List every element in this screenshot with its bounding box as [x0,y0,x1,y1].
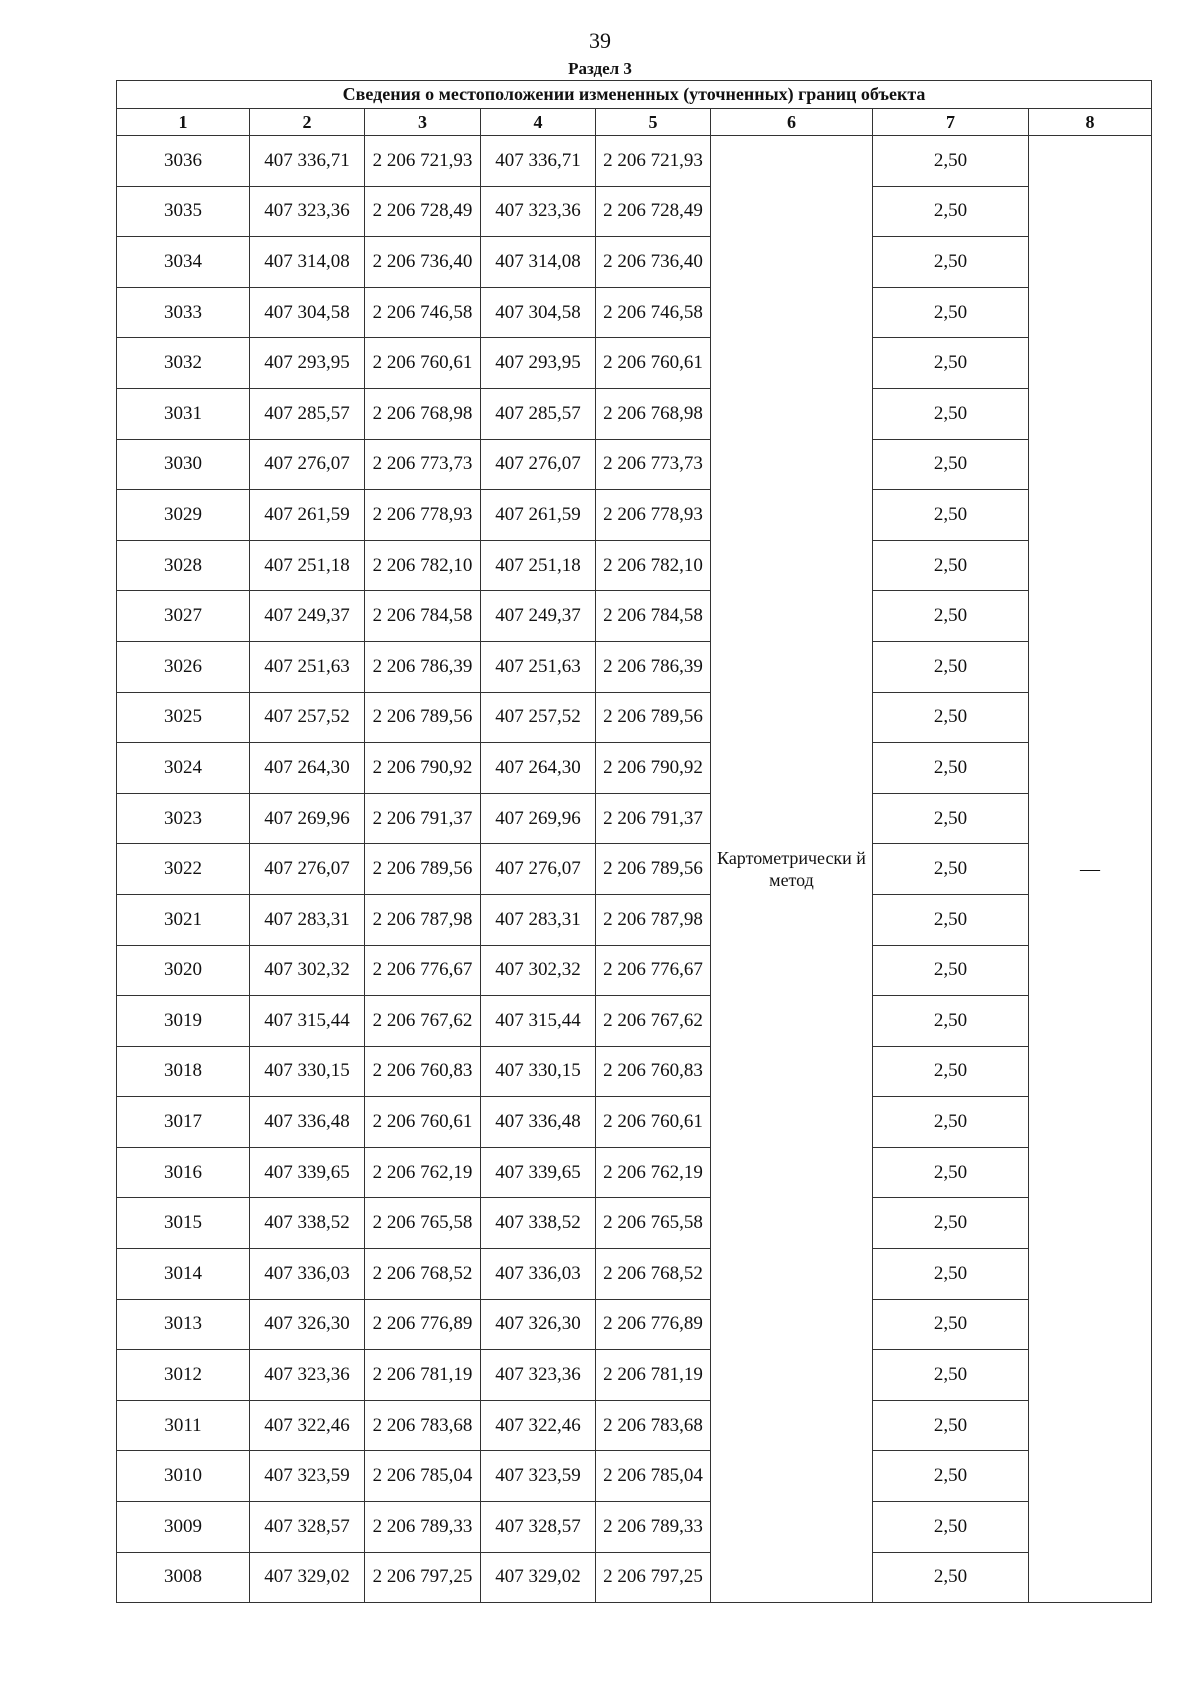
y-coord-cell: 2 206 786,39 [365,641,481,692]
x-coord-cell: 407 285,57 [250,388,365,439]
accuracy-cell: 2,50 [873,793,1029,844]
y-coord-cell: 2 206 791,37 [365,793,481,844]
table-row [117,540,1152,591]
x-coord-new-cell: 407 293,95 [481,338,596,389]
x-coord-cell: 407 276,07 [250,844,365,895]
x-coord-new-cell: 407 285,57 [481,388,596,439]
table-row [117,1046,1152,1097]
table-row [117,1299,1152,1350]
section-title: Раздел 3 [568,59,632,78]
table-row [117,1198,1152,1249]
point-number-cell: 3031 [117,388,250,439]
point-number-cell: 3019 [117,996,250,1047]
x-coord-new-cell: 407 304,58 [481,287,596,338]
x-coord-cell: 407 323,36 [250,186,365,237]
x-coord-new-cell: 407 261,59 [481,490,596,541]
table-row [117,793,1152,844]
point-number-cell: 3016 [117,1147,250,1198]
point-number-cell: 3018 [117,1046,250,1097]
y-coord-new-cell: 2 206 760,83 [596,1046,711,1097]
x-coord-new-cell: 407 257,52 [481,692,596,743]
y-coord-new-cell: 2 206 768,52 [596,1249,711,1300]
table-caption: Сведения о местоположении измененных (уточненных) границ объекта [117,81,1152,109]
column-number-row [117,109,1152,136]
table-row [117,439,1152,490]
accuracy-cell: 2,50 [873,1350,1029,1401]
x-coord-cell: 407 314,08 [250,237,365,288]
y-coord-cell: 2 206 789,33 [365,1502,481,1553]
y-coord-new-cell: 2 206 778,93 [596,490,711,541]
x-coord-cell: 407 326,30 [250,1299,365,1350]
point-number-cell: 3012 [117,1350,250,1401]
y-coord-cell: 2 206 762,19 [365,1147,481,1198]
table-row [117,1350,1152,1401]
accuracy-cell: 2,50 [873,490,1029,541]
point-number-cell: 3023 [117,793,250,844]
accuracy-cell: 2,50 [873,388,1029,439]
accuracy-cell: 2,50 [873,743,1029,794]
y-coord-cell: 2 206 784,58 [365,591,481,642]
y-coord-new-cell: 2 206 790,92 [596,743,711,794]
y-coord-cell: 2 206 767,62 [365,996,481,1047]
x-coord-cell: 407 339,65 [250,1147,365,1198]
x-coord-new-cell: 407 322,46 [481,1400,596,1451]
x-coord-cell: 407 329,02 [250,1552,365,1603]
x-coord-new-cell: 407 251,18 [481,540,596,591]
y-coord-cell: 2 206 760,83 [365,1046,481,1097]
x-coord-cell: 407 336,03 [250,1249,365,1300]
y-coord-cell: 2 206 728,49 [365,186,481,237]
accuracy-cell: 2,50 [873,945,1029,996]
x-coord-cell: 407 264,30 [250,743,365,794]
accuracy-cell: 2,50 [873,186,1029,237]
table-body [117,136,1152,1603]
y-coord-new-cell: 2 206 783,68 [596,1400,711,1451]
accuracy-cell: 2,50 [873,1097,1029,1148]
table-row [117,1147,1152,1198]
point-number-cell: 3021 [117,894,250,945]
point-number-cell: 3011 [117,1400,250,1451]
point-number-cell: 3014 [117,1249,250,1300]
x-coord-cell: 407 315,44 [250,996,365,1047]
table-row [117,692,1152,743]
accuracy-cell: 2,50 [873,844,1029,895]
point-number-cell: 3008 [117,1552,250,1603]
y-coord-new-cell: 2 206 773,73 [596,439,711,490]
table-row [117,237,1152,288]
x-coord-new-cell: 407 315,44 [481,996,596,1047]
y-coord-cell: 2 206 776,89 [365,1299,481,1350]
y-coord-new-cell: 2 206 789,33 [596,1502,711,1553]
table-row [117,1552,1152,1603]
x-coord-new-cell: 407 283,31 [481,894,596,945]
table-row [117,490,1152,541]
x-coord-new-cell: 407 314,08 [481,237,596,288]
note-cell: — [1029,136,1152,1603]
x-coord-new-cell: 407 338,52 [481,1198,596,1249]
accuracy-cell: 2,50 [873,338,1029,389]
y-coord-cell: 2 206 781,19 [365,1350,481,1401]
x-coord-cell: 407 261,59 [250,490,365,541]
y-coord-new-cell: 2 206 762,19 [596,1147,711,1198]
accuracy-cell: 2,50 [873,1400,1029,1451]
y-coord-new-cell: 2 206 787,98 [596,894,711,945]
column-number-6: 6 [711,109,873,136]
x-coord-cell: 407 293,95 [250,338,365,389]
y-coord-new-cell: 2 206 781,19 [596,1350,711,1401]
y-coord-cell: 2 206 789,56 [365,692,481,743]
x-coord-new-cell: 407 323,36 [481,186,596,237]
y-coord-new-cell: 2 206 784,58 [596,591,711,642]
table-row [117,287,1152,338]
x-coord-new-cell: 407 328,57 [481,1502,596,1553]
coordinates-table [116,80,1152,1603]
point-number-cell: 3028 [117,540,250,591]
table-row [117,338,1152,389]
x-coord-new-cell: 407 336,03 [481,1249,596,1300]
y-coord-new-cell: 2 206 791,37 [596,793,711,844]
x-coord-new-cell: 407 276,07 [481,844,596,895]
x-coord-cell: 407 251,18 [250,540,365,591]
table-row [117,894,1152,945]
table-caption-row [117,81,1152,109]
accuracy-cell: 2,50 [873,1249,1029,1300]
x-coord-cell: 407 276,07 [250,439,365,490]
x-coord-cell: 407 322,46 [250,1400,365,1451]
x-coord-new-cell: 407 323,36 [481,1350,596,1401]
x-coord-cell: 407 336,48 [250,1097,365,1148]
y-coord-cell: 2 206 782,10 [365,540,481,591]
x-coord-cell: 407 328,57 [250,1502,365,1553]
point-number-cell: 3022 [117,844,250,895]
accuracy-cell: 2,50 [873,692,1029,743]
table-row [117,996,1152,1047]
column-number-2: 2 [250,109,365,136]
y-coord-new-cell: 2 206 736,40 [596,237,711,288]
y-coord-new-cell: 2 206 728,49 [596,186,711,237]
accuracy-cell: 2,50 [873,894,1029,945]
column-number-4: 4 [481,109,596,136]
accuracy-cell: 2,50 [873,136,1029,187]
table-row [117,136,1152,187]
x-coord-new-cell: 407 269,96 [481,793,596,844]
x-coord-cell: 407 336,71 [250,136,365,187]
column-number-3: 3 [365,109,481,136]
point-number-cell: 3026 [117,641,250,692]
point-number-cell: 3035 [117,186,250,237]
table-row [117,388,1152,439]
point-number-cell: 3017 [117,1097,250,1148]
y-coord-cell: 2 206 783,68 [365,1400,481,1451]
table-row [117,1502,1152,1553]
x-coord-new-cell: 407 276,07 [481,439,596,490]
accuracy-cell: 2,50 [873,641,1029,692]
table-row [117,591,1152,642]
point-number-cell: 3033 [117,287,250,338]
y-coord-cell: 2 206 778,93 [365,490,481,541]
y-coord-new-cell: 2 206 785,04 [596,1451,711,1502]
y-coord-new-cell: 2 206 767,62 [596,996,711,1047]
column-number-1: 1 [117,109,250,136]
x-coord-cell: 407 304,58 [250,287,365,338]
x-coord-cell: 407 330,15 [250,1046,365,1097]
y-coord-new-cell: 2 206 789,56 [596,692,711,743]
x-coord-cell: 407 257,52 [250,692,365,743]
x-coord-cell: 407 249,37 [250,591,365,642]
table-row [117,1097,1152,1148]
y-coord-cell: 2 206 789,56 [365,844,481,895]
accuracy-cell: 2,50 [873,1046,1029,1097]
y-coord-new-cell: 2 206 786,39 [596,641,711,692]
point-number-cell: 3027 [117,591,250,642]
table-row [117,186,1152,237]
point-number-cell: 3034 [117,237,250,288]
y-coord-cell: 2 206 760,61 [365,338,481,389]
accuracy-cell: 2,50 [873,591,1029,642]
point-number-cell: 3020 [117,945,250,996]
point-number-cell: 3015 [117,1198,250,1249]
accuracy-cell: 2,50 [873,1502,1029,1553]
y-coord-new-cell: 2 206 789,56 [596,844,711,895]
accuracy-cell: 2,50 [873,996,1029,1047]
y-coord-new-cell: 2 206 721,93 [596,136,711,187]
x-coord-cell: 407 323,59 [250,1451,365,1502]
point-number-cell: 3009 [117,1502,250,1553]
y-coord-new-cell: 2 206 760,61 [596,338,711,389]
x-coord-new-cell: 407 249,37 [481,591,596,642]
accuracy-cell: 2,50 [873,439,1029,490]
y-coord-new-cell: 2 206 776,89 [596,1299,711,1350]
accuracy-cell: 2,50 [873,287,1029,338]
accuracy-cell: 2,50 [873,1299,1029,1350]
y-coord-cell: 2 206 787,98 [365,894,481,945]
x-coord-new-cell: 407 336,48 [481,1097,596,1148]
y-coord-new-cell: 2 206 776,67 [596,945,711,996]
x-coord-new-cell: 407 251,63 [481,641,596,692]
table-row [117,641,1152,692]
point-number-cell: 3036 [117,136,250,187]
table-row [117,844,1152,895]
column-number-7: 7 [873,109,1029,136]
table-row [117,1400,1152,1451]
accuracy-cell: 2,50 [873,1147,1029,1198]
point-number-cell: 3029 [117,490,250,541]
accuracy-cell: 2,50 [873,1198,1029,1249]
x-coord-new-cell: 407 264,30 [481,743,596,794]
accuracy-cell: 2,50 [873,540,1029,591]
x-coord-new-cell: 407 330,15 [481,1046,596,1097]
y-coord-cell: 2 206 776,67 [365,945,481,996]
x-coord-cell: 407 269,96 [250,793,365,844]
x-coord-new-cell: 407 339,65 [481,1147,596,1198]
accuracy-cell: 2,50 [873,1451,1029,1502]
y-coord-cell: 2 206 736,40 [365,237,481,288]
x-coord-new-cell: 407 302,32 [481,945,596,996]
x-coord-cell: 407 283,31 [250,894,365,945]
y-coord-new-cell: 2 206 765,58 [596,1198,711,1249]
y-coord-cell: 2 206 797,25 [365,1552,481,1603]
x-coord-new-cell: 407 326,30 [481,1299,596,1350]
y-coord-cell: 2 206 768,52 [365,1249,481,1300]
y-coord-new-cell: 2 206 760,61 [596,1097,711,1148]
y-coord-cell: 2 206 760,61 [365,1097,481,1148]
x-coord-new-cell: 407 323,59 [481,1451,596,1502]
y-coord-cell: 2 206 790,92 [365,743,481,794]
y-coord-cell: 2 206 746,58 [365,287,481,338]
point-number-cell: 3013 [117,1299,250,1350]
x-coord-new-cell: 407 329,02 [481,1552,596,1603]
point-number-cell: 3025 [117,692,250,743]
point-number-cell: 3024 [117,743,250,794]
column-number-8: 8 [1029,109,1152,136]
method-cell: Картометрически й метод [711,136,873,1603]
table-row [117,1451,1152,1502]
table-row [117,743,1152,794]
y-coord-cell: 2 206 785,04 [365,1451,481,1502]
y-coord-new-cell: 2 206 797,25 [596,1552,711,1603]
table-row [117,1249,1152,1300]
y-coord-cell: 2 206 721,93 [365,136,481,187]
y-coord-cell: 2 206 773,73 [365,439,481,490]
x-coord-new-cell: 407 336,71 [481,136,596,187]
y-coord-cell: 2 206 768,98 [365,388,481,439]
page-number: 39 [589,28,611,53]
y-coord-new-cell: 2 206 782,10 [596,540,711,591]
x-coord-cell: 407 338,52 [250,1198,365,1249]
x-coord-cell: 407 302,32 [250,945,365,996]
table-row [117,945,1152,996]
point-number-cell: 3010 [117,1451,250,1502]
point-number-cell: 3030 [117,439,250,490]
point-number-cell: 3032 [117,338,250,389]
y-coord-new-cell: 2 206 746,58 [596,287,711,338]
y-coord-cell: 2 206 765,58 [365,1198,481,1249]
column-number-5: 5 [596,109,711,136]
x-coord-cell: 407 251,63 [250,641,365,692]
y-coord-new-cell: 2 206 768,98 [596,388,711,439]
accuracy-cell: 2,50 [873,1552,1029,1603]
x-coord-cell: 407 323,36 [250,1350,365,1401]
accuracy-cell: 2,50 [873,237,1029,288]
